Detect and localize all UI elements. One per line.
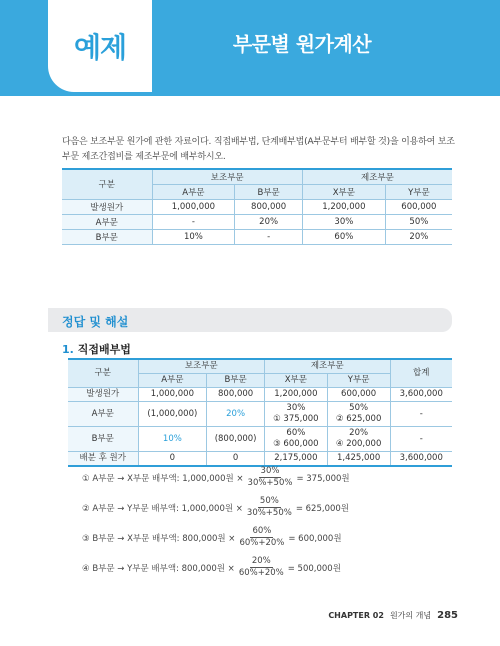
table-cell: 1,000,000: [138, 388, 207, 402]
fraction: [247, 496, 292, 519]
calc-line: [82, 496, 349, 519]
table-cell: -: [152, 214, 235, 229]
fraction: [248, 466, 293, 489]
col-a: A부문: [152, 184, 235, 199]
col-support: 보조부문: [138, 359, 264, 374]
table-cell: 3,600,000: [390, 388, 452, 402]
amount-text: ② 625,000: [335, 414, 382, 424]
table-cell: [327, 427, 390, 452]
col-x: X부문: [302, 184, 385, 199]
table-row: [68, 388, 452, 402]
col-total: 합계: [390, 359, 452, 388]
table-cell: 20%: [235, 214, 303, 229]
col-support: 보조부문: [152, 169, 302, 184]
page-title: 부문별 원가계산: [232, 32, 372, 56]
table-cell: 60%: [302, 229, 385, 244]
fraction-denominator: 60%+20%: [238, 568, 284, 578]
table-cell: 발생원가: [68, 388, 138, 402]
table-cell: 3,600,000: [390, 452, 452, 467]
calc-prefix: ② A부문 → Y부문 배부액: 1,000,000원 ×: [82, 503, 243, 514]
fraction: [239, 556, 284, 579]
table-cell: 30%: [302, 214, 385, 229]
table-cell: B부문: [62, 229, 152, 244]
calc-result: = 500,000원: [287, 563, 341, 574]
table-cell: [264, 427, 327, 452]
amount-text: ④ 200,000: [335, 439, 382, 449]
table-cell: 발생원가: [62, 199, 152, 214]
fraction-denominator: 30%+50%: [246, 508, 292, 518]
col-b: B부문: [235, 184, 303, 199]
amount-text: ① 375,000: [273, 414, 319, 424]
example-tag-label: 예제: [73, 31, 127, 64]
table-cell: [327, 402, 390, 427]
col-gubun: 구분: [68, 359, 138, 388]
table-cell: A부문: [68, 402, 138, 427]
calc-line: [82, 466, 350, 489]
calc-result: = 600,000원: [288, 533, 342, 544]
method-number: 1.: [62, 343, 74, 356]
fraction-numerator: 50%: [259, 496, 279, 506]
table-cell: 1,200,000: [264, 388, 327, 402]
fraction-denominator: 30%+50%: [247, 478, 293, 488]
chapter-label: CHAPTER 02: [328, 611, 384, 620]
table-cell-highlight: 20%: [207, 402, 265, 427]
table-row: [62, 199, 452, 214]
col-a: A부문: [138, 374, 207, 388]
table-cell: 1,200,000: [302, 199, 385, 214]
fraction: [239, 526, 284, 549]
fraction-denominator: 60%+20%: [239, 538, 285, 548]
page-footer: [328, 610, 458, 621]
table-cell-highlight: 10%: [138, 427, 207, 452]
ratio-text: 50%: [349, 403, 369, 413]
table-cell: 10%: [152, 229, 235, 244]
fraction-numerator: 30%: [260, 466, 280, 476]
solution-title: 정답 및 해설: [62, 315, 129, 329]
table-cell: B부문: [68, 427, 138, 452]
col-y: Y부문: [327, 374, 390, 388]
table-row: [68, 452, 452, 467]
calc-result: = 375,000원: [296, 473, 350, 484]
table-cell: 1,425,000: [327, 452, 390, 467]
ratio-text: 20%: [349, 428, 369, 438]
table-cell: -: [390, 402, 452, 427]
col-y: Y부문: [385, 184, 452, 199]
col-b: B부문: [207, 374, 265, 388]
amount-text: ③ 600,000: [273, 439, 319, 449]
method-title: 직접배부법: [77, 343, 131, 356]
ratio-text: 60%: [286, 428, 306, 438]
problem-text: 다음은 보조부문 원가에 관한 자료이다. 직접배부법, 단계배부법(A부문부터 배부할 것)을 이용하여 보조부문 제조간접비를 제조부문에 배부하시오.: [62, 137, 455, 162]
table-cell: 1,000,000: [152, 199, 235, 214]
table-row: [62, 214, 452, 229]
table-row: [62, 229, 452, 244]
calc-result: = 625,000원: [295, 503, 350, 514]
table-cell: 800,000: [207, 388, 265, 402]
table-cell: 600,000: [327, 388, 390, 402]
table-cell: 2,175,000: [264, 452, 327, 467]
table-cell: 600,000: [385, 199, 452, 214]
col-prod: 제조부문: [302, 169, 452, 184]
calc-prefix: ③ B부문 → X부문 배부액: 800,000원 ×: [82, 533, 236, 544]
table-cell: 20%: [385, 229, 452, 244]
ratio-text: 30%: [286, 403, 306, 413]
calc-line: [82, 526, 342, 549]
data-table: [62, 168, 452, 245]
table-cell: 배분 후 원가: [68, 452, 138, 467]
table-row: [68, 427, 452, 452]
table-cell: 0: [138, 452, 207, 467]
table-cell: -: [235, 229, 303, 244]
table-cell: 50%: [385, 214, 452, 229]
table-cell: (800,000): [207, 427, 265, 452]
table-row: [68, 402, 452, 427]
table-cell: -: [390, 427, 452, 452]
page-number: 285: [437, 610, 458, 621]
calc-prefix: ④ B부문 → Y부문 배부액: 800,000원 ×: [82, 563, 235, 574]
fraction-numerator: 20%: [251, 556, 271, 566]
calc-prefix: ① A부문 → X부문 배부액: 1,000,000원 ×: [82, 473, 244, 484]
example-tag: [48, 0, 152, 92]
col-prod: 제조부문: [264, 359, 390, 374]
calc-line: [82, 556, 341, 579]
header-banner: [0, 0, 500, 96]
fraction-numerator: 60%: [252, 526, 272, 536]
chapter-title: 원가의 개념: [389, 611, 432, 620]
table-cell: [264, 402, 327, 427]
table-cell: 0: [207, 452, 265, 467]
col-gubun: 구분: [62, 169, 152, 199]
table-cell: 800,000: [235, 199, 303, 214]
table-cell: A부문: [62, 214, 152, 229]
col-x: X부문: [264, 374, 327, 388]
solution-header: [48, 308, 452, 332]
method-heading: [62, 341, 131, 357]
table-cell: (1,000,000): [138, 402, 207, 427]
allocation-table: [68, 358, 452, 467]
